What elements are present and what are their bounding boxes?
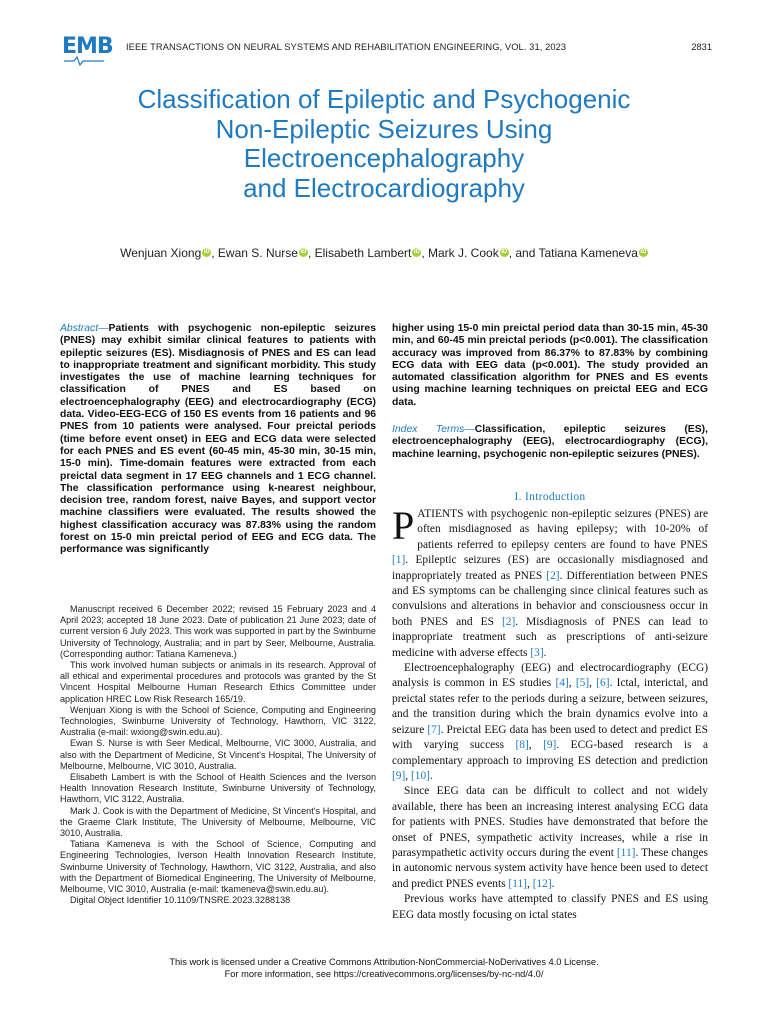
index-terms-text: Classification, epileptic seizures (ES), electroencephalography (EEG), electrocardiography (ECG), machine learning, psychogenic non-epileptic seizures (PNES). — [392, 424, 709, 460]
logo-wave-icon — [64, 56, 104, 66]
text-run: . Preictal EEG data has been used to detect and predict ES with varying success — [392, 723, 708, 752]
footnote: Wenjuan Xiong is with the School of Science, Computing and Engineering Technologies, Swinburne University of Technology, Hawthorn, VIC 3122, Australia (e-mail: wxiong@swin.edu.au). — [60, 704, 376, 738]
title-line: Electroencephalography — [243, 143, 525, 173]
license-link[interactable]: For more information, see https://creativecommons.org/licenses/by-nc-nd/4.0/ — [224, 969, 544, 979]
orcid-icon[interactable]: iD — [413, 249, 420, 255]
author-name: Wenjuan Xiong — [120, 246, 202, 260]
orcid-icon[interactable]: iD — [300, 249, 307, 255]
citation-link[interactable]: [2] — [501, 615, 516, 628]
abstract-continued: higher using 15-0 min preictal period data than 30-15 min, 45-30 min, and 60-45 min preictal periods (p<0.001). The classification accuracy was improved from 86.37% to 87.83% by combining ECG data with EEG data (p<0.001). The study provided an automated classification algorithm for PNES and ES events using machine learning techniques on preictal EEG and ECG data. — [392, 323, 708, 408]
footnotes — [60, 604, 376, 906]
citation-link[interactable]: [7] — [427, 723, 441, 736]
citation-link[interactable]: [11] — [616, 846, 636, 859]
text-run: Electroencephalography (EEG) and electrocardiography (ECG) analysis is common in ES studies — [392, 662, 708, 690]
journal-title: IEEE TRANSACTIONS ON NEURAL SYSTEMS AND REHABILITATION ENGINEERING, VOL. 31, 2023 — [126, 42, 567, 52]
index-terms — [392, 424, 708, 461]
orcid-icon[interactable]: iD — [501, 249, 508, 255]
text-run: . Misdiagnosis of PNES can lead to inappropriate treatment such as prescriptions of anti-seizure medicine with adverse effects — [392, 615, 708, 659]
title-line: Classification of Epileptic and Psychogenic — [137, 84, 631, 114]
doi[interactable]: Digital Object Identifier 10.1109/TNSRE.2023.3288138 — [70, 895, 291, 906]
citation-link[interactable]: [6] — [596, 677, 610, 690]
paragraph — [392, 784, 708, 892]
drop-cap: P — [392, 503, 415, 548]
text-run: , — [568, 677, 576, 690]
abstract-label: Abstract— — [60, 323, 109, 334]
text-run: , — [405, 769, 411, 782]
citation-link[interactable]: [5] — [575, 677, 590, 690]
logo-text: EMB — [62, 34, 113, 59]
citation-link[interactable]: [4] — [555, 677, 569, 690]
abstract-text: Patients with psychogenic non-epileptic seizures (PNES) may exhibit similar clinical features to patients with epileptic seizures (ES). Misdiagnosis of PNES and ES can lead to inappropriate treatment and significant morbidity. This study investigates the use of machine learning techniques for classification of PNES and ES based on electroencephalography (EEG) and electrocardiography (ECG) data. Video-EEG-ECG of 150 ES events from 16 patients and 96 PNES from 10 patients were analysed. Four preictal periods (time before event onset) in EEG and ECG data were selected for each PNES and ES event (60-45 min, 45-30 min, 30-15 min, 15-0 min). Time-domain features were extracted from each preictal data segment in 17 EEG channels and 1 ECG channel. The classification performance using k-nearest neighbour, decision tree, random forest, naive Bayes, and support vector machine classifiers were evaluated. The results showed the highest classification accuracy was 87.83% using the random forest on 15-0 min preictal period of EEG and ECG data. The performance was significantly — [60, 323, 376, 556]
citation-link[interactable]: [11] — [508, 877, 527, 890]
index-terms-label: Index Terms— — [392, 424, 475, 435]
author-list — [40, 246, 728, 260]
footnote: Manuscript received 6 December 2022; revised 15 February 2023 and 4 April 2023; accepted 18 June 2023. Date of publication 21 June 2023; date of current version 6 July 2023. This work was supported in part by the Swinburne University of Technology, Australia; and in part by Seer, Melbourne, Australia. (Corresponding author: Tatiana Kameneva.) — [60, 604, 376, 659]
text-run: , — [528, 739, 544, 752]
introduction-body — [392, 503, 709, 923]
title-line: Non-Epileptic Seizures Using — [215, 113, 553, 144]
text-run: Since EEG data can be difficult to collect and not widely available, there has been an increasing interest analysing ECG data for patients with PNES. Studies have demonstrated that before the onset of PNES, sympathetic activity increases, while a rise in parasympathetic activity occurs during the event — [392, 785, 708, 859]
text-run: ATIENTS with psychogenic non-epileptic seizures (PNES) are often misdiagnosed as having epilepsy; with 10-20% of patients referred to epilepsy centers are found to have PNES — [417, 508, 708, 551]
emb-logo — [62, 34, 113, 68]
footnote: Ewan S. Nurse is with Seer Medical, Melbourne, VIC 3000, Australia, and also with the Department of Medicine, St Vincent's Hospital, The University of Melbourne, Melbourne, VIC 3010, Australia. — [60, 738, 376, 771]
license-line: This work is licensed under a Creative Commons Attribution-NonCommercial-NoDerivatives 4.0 License. — [169, 957, 599, 967]
orcid-icon[interactable]: iD — [203, 249, 210, 255]
footnote: Elisabeth Lambert is with the School of Health Sciences and the Iverson Health Innovation Research Institute, Swinburne University of Technology, Hawthorn, VIC 3122, Australia. — [60, 772, 376, 805]
footnote: This work involved human subjects or animals in its research. Approval of all ethical and experimental procedures and protocols was granted by the St Vincent Hospital Melbourne Human Research Ethics Committee under application HREC Low Risk Research 165/19. — [60, 660, 376, 704]
author-name: , and Tatiana Kameneva — [508, 246, 638, 260]
paragraph: Previous works have attempted to classify PNES and ES using EEG data mostly focusing on ictal states — [392, 893, 708, 921]
text-run: . Differentiation between PNES and ES symptoms can be challenging since clinical features such as convulsions and alterations in behavior and consciousness occur in both PNES and ES — [392, 569, 708, 628]
citation-link[interactable]: [2] — [546, 569, 560, 582]
citation-link[interactable]: [9] — [543, 739, 557, 752]
orcid-icon[interactable]: iD — [640, 249, 647, 255]
license-notice — [60, 956, 708, 980]
paragraph — [392, 661, 708, 784]
footnote: Tatiana Kameneva is with the School of Science, Computing and Engineering Technologies, Iverson Health Innovation Research Institute, Swinburne University of Technology, Hawthorn, VIC 3122, Australia, and also with the Department of Biomedical Engineering, The University of Melbourne, Melbourne, VIC 3010, Australia (e-mail: tkameneva@swin.edu.au). — [60, 839, 376, 895]
text-run: . — [543, 646, 547, 659]
text-run: , — [589, 677, 597, 690]
citation-link[interactable]: [12] — [532, 877, 552, 890]
citation-link[interactable]: [10] — [411, 769, 430, 782]
citation-link[interactable]: [3] — [530, 646, 544, 659]
author-name: , Ewan S. Nurse — [211, 246, 298, 260]
citation-link[interactable]: [8] — [515, 739, 529, 752]
author-name: , Mark J. Cook — [421, 246, 499, 260]
page-number: 2831 — [691, 42, 712, 52]
paper-title — [60, 85, 708, 203]
text-run: . — [551, 877, 555, 890]
citation-link[interactable]: [9] — [392, 769, 406, 782]
text-run: . ECG-based research is a complementary approach to improving ES detection and prediction — [392, 739, 709, 767]
footnote: Mark J. Cook is with the Department of Medicine, St Vincent's Hospital, and the Graeme Clark Institute, The University of Melbourne, Melbourne, VIC 3010, Australia. — [60, 805, 376, 839]
paragraph — [392, 503, 708, 661]
section-heading: I. Introduction — [514, 491, 586, 503]
author-name: , Elisabeth Lambert — [307, 246, 412, 260]
text-run: . — [429, 769, 433, 782]
title-line: and Electrocardiography — [243, 172, 525, 203]
text-run: , — [526, 877, 533, 890]
citation-link[interactable]: [1] — [392, 554, 406, 567]
abstract — [60, 323, 376, 557]
page-header — [62, 34, 712, 68]
text-run: . Ictal, interictal, and preictal states refer to the periods during a seizure, between seizures, and the transition during which the brain dynamics evolve into a seizure — [392, 677, 709, 736]
text-run: . Epileptic seizures (ES) are occasionally misdiagnosed and inappropriately treated as PNES — [392, 554, 708, 582]
text-run: . These changes in autonomic nervous system activity have hence been used to detect and predict PNES events — [392, 846, 708, 890]
